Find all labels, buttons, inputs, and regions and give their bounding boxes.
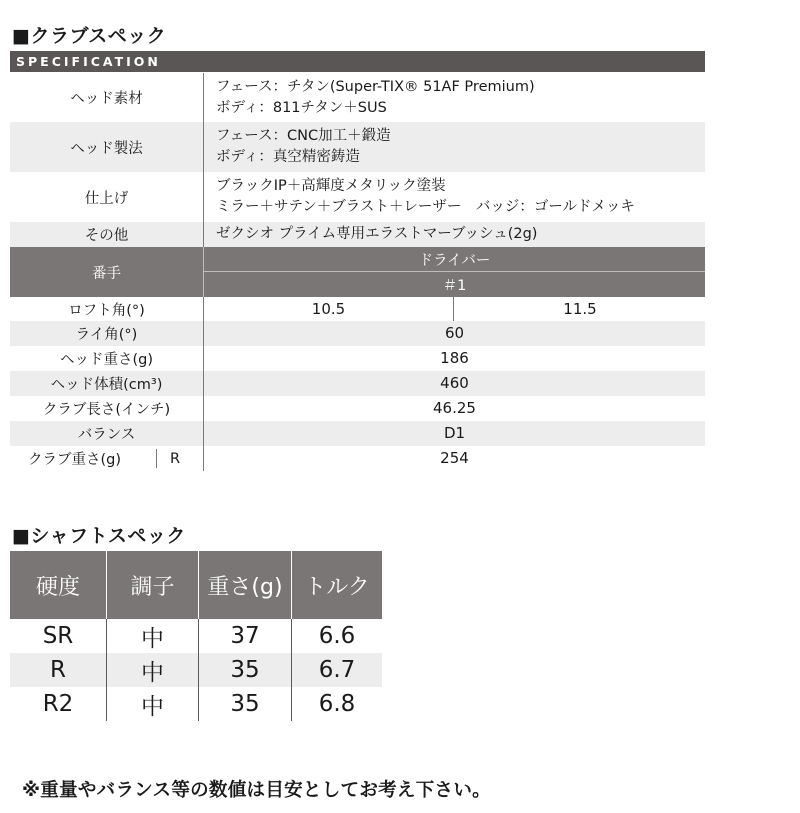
row-value [203, 321, 705, 346]
row-value [203, 446, 705, 471]
value: D1 [443, 424, 466, 442]
row-label: その他 [84, 228, 129, 244]
row-label: クラブ長さ(インチ) [42, 402, 171, 418]
row-balance [10, 421, 705, 446]
row-club-weight [10, 446, 705, 471]
row-label: ヘッド体積(cm³) [50, 377, 163, 393]
value-line: ボディ：811チタン＋SUS [216, 99, 387, 116]
number-label: 番手 [92, 265, 121, 282]
cell-torque: 6.8 [291, 687, 382, 721]
row-value [203, 421, 705, 446]
table-row [10, 619, 382, 653]
row-label: ロフト角(°) [68, 302, 145, 319]
row-value [203, 172, 705, 222]
value: 186 [440, 349, 469, 367]
row-value [203, 73, 705, 122]
cell-torque: 6.7 [291, 653, 382, 687]
cell-kick: 中 [106, 653, 198, 687]
row-value [203, 371, 705, 396]
row-label: 仕上げ [84, 190, 129, 207]
table-row [10, 653, 382, 687]
divider [156, 449, 157, 468]
disclaimer-note: ※重量やバランス等の数値は目安としてお考え下さい。 [22, 780, 491, 801]
value: 460 [440, 374, 469, 392]
loft-value-1: 10.5 [204, 297, 454, 321]
row-value [203, 396, 705, 421]
header-kick: 調子 [106, 551, 198, 619]
row-head-method [10, 122, 705, 172]
value-line: ミラー＋サテン＋ブラスト＋レーザー バッジ：ゴールドメッキ [216, 199, 635, 215]
row-label: ヘッド素材 [70, 91, 143, 107]
row-label: バランス [77, 427, 136, 443]
header-weight: 重さ(g) [198, 551, 291, 619]
row-number-header [10, 247, 705, 297]
loft-values [203, 297, 705, 321]
row-head-material [10, 73, 705, 122]
specification-bar: SPECIFICATION [10, 51, 705, 72]
shaft-header-row [10, 551, 382, 619]
cell-weight: 35 [198, 653, 291, 687]
row-label: ヘッド製法 [70, 140, 143, 157]
club-number: ＃1 [203, 272, 705, 297]
value: 60 [444, 324, 465, 342]
row-finish [10, 172, 705, 222]
header-torque: トルク [291, 551, 382, 619]
shaft-spec-heading: ■シャフトスペック [12, 525, 186, 547]
cell-hardness: R2 [42, 691, 74, 717]
club-type: ドライバー [203, 247, 705, 272]
cell-kick: 中 [106, 619, 198, 653]
cell-weight: 35 [198, 687, 291, 721]
value: 46.25 [433, 399, 476, 417]
flex-label: R [170, 450, 181, 467]
value-line: ボディ：真空精密鋳造 [216, 149, 360, 165]
value-line: ゼクシオ プライム専用エラストマーブッシュ(2g) [216, 226, 538, 242]
cell-weight: 37 [198, 619, 291, 653]
row-value [203, 222, 705, 247]
row-head-volume [10, 371, 705, 396]
value: 254 [440, 449, 469, 467]
row-label: ライ角(°) [75, 327, 138, 343]
row-other [10, 222, 705, 247]
cell-hardness: R [50, 657, 66, 683]
header-hardness: 硬度 [35, 574, 80, 600]
row-lie [10, 321, 705, 346]
club-spec-heading: ■クラブスペック [12, 25, 167, 47]
cell-torque: 6.6 [291, 619, 382, 653]
value-line: ブラックIP＋高輝度メタリック塗装 [216, 178, 446, 194]
row-label: ヘッド重さ(g) [59, 352, 154, 368]
cell-hardness: SR [42, 623, 74, 649]
row-value [203, 346, 705, 371]
row-loft [10, 297, 705, 321]
cell-kick: 中 [106, 687, 198, 721]
club-weight-label-cell [10, 446, 203, 471]
value-line: フェース：CNC加工＋鍛造 [216, 128, 391, 144]
row-club-length [10, 396, 705, 421]
loft-value-2: 11.5 [563, 300, 597, 318]
table-row [10, 687, 382, 721]
row-head-weight [10, 346, 705, 371]
value-line: フェース：チタン(Super-TIX® 51AF Premium) [216, 78, 535, 95]
row-label: クラブ重さ(g) [28, 452, 122, 468]
row-value [203, 122, 705, 172]
